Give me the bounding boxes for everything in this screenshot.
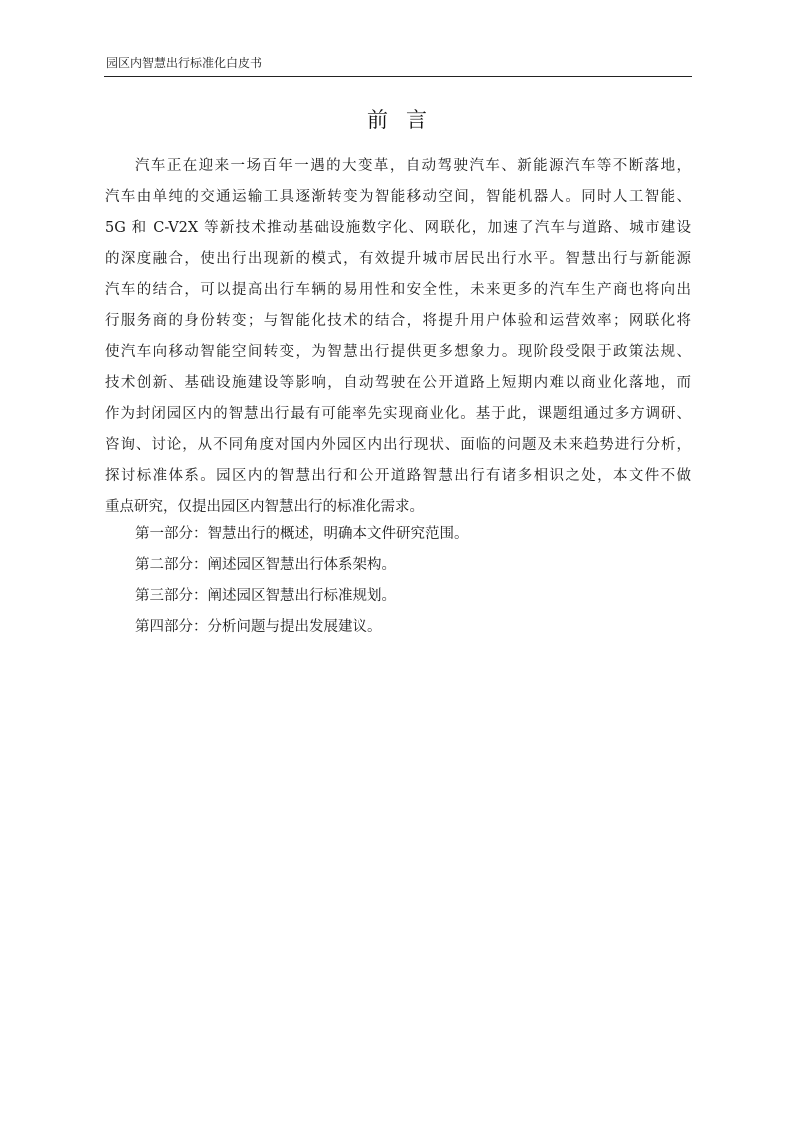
paragraph-line: 咨询、讨论，从不同角度对国内外园区内出行现状、面临的问题及未来趋势进行分析， — [105, 437, 691, 453]
paragraph-line: 行服务商的身份转变；与智能化技术的结合，将提升用户体验和运营效率；网联化将 — [105, 313, 691, 329]
part-item: 第二部分：阐述园区智慧出行体系架构。 — [135, 557, 396, 573]
part-item: 第四部分：分析问题与提出发展建议。 — [135, 619, 382, 635]
paragraph-line: 汽车正在迎来一场百年一遇的大变革，自动驾驶汽车、新能源汽车等不断落地， — [135, 158, 691, 174]
paragraph-line: 使汽车向移动智能空间转变，为智慧出行提供更多想象力。现阶段受限于政策法规、 — [105, 344, 691, 360]
paragraph-line: 作为封闭园区内的智慧出行最有可能率先实现商业化。基于此，课题组通过多方调研、 — [105, 406, 691, 422]
header-rule — [104, 76, 692, 77]
part-item: 第三部分：阐述园区智慧出行标准规划。 — [135, 588, 396, 604]
running-header: 园区内智慧出行标准化白皮书 — [106, 56, 263, 70]
paragraph-line: 重点研究，仅提出园区内智慧出行的标准化需求。 — [105, 499, 424, 515]
part-item: 第一部分：智慧出行的概述，明确本文件研究范围。 — [135, 526, 469, 542]
paragraph-line: 5G 和 C-V2X 等新技术推动基础设施数字化、网联化，加速了汽车与道路、城市建设 — [105, 220, 691, 236]
paragraph-line: 探讨标准体系。园区内的智慧出行和公开道路智慧出行有诸多相识之处，本文件不做 — [105, 468, 691, 484]
parts-list — [135, 519, 469, 643]
page-title: 前言 — [367, 108, 445, 132]
paragraph-line: 汽车由单纯的交通运输工具逐渐转变为智能移动空间，智能机器人。同时人工智能、 — [105, 189, 691, 205]
paragraph-line: 技术创新、基础设施建设等影响，自动驾驶在公开道路上短期内难以商业化落地，而 — [105, 375, 691, 391]
paragraph-line: 的深度融合，使出行出现新的模式，有效提升城市居民出行水平。智慧出行与新能源 — [105, 251, 691, 267]
preface-paragraph — [105, 151, 691, 523]
paragraph-line: 汽车的结合，可以提高出行车辆的易用性和安全性，未来更多的汽车生产商也将向出 — [105, 282, 691, 298]
